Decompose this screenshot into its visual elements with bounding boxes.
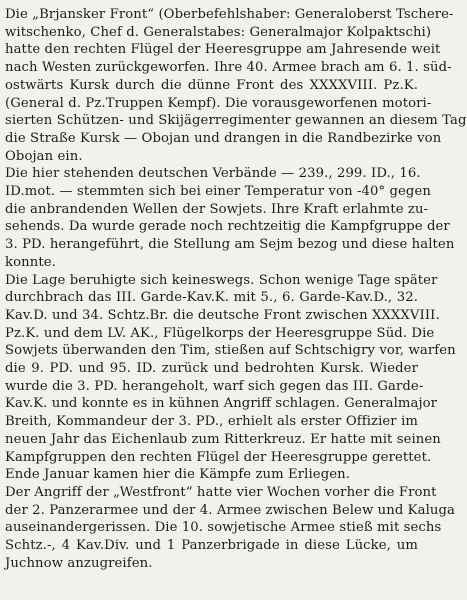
text-line: Sowjets überwanden den Tim, stießen auf Schtschigry vor, warfen [5,343,456,359]
text-line: Kav.K. und konnte es in kühnen Angriff schlagen. Generalmajor [5,396,438,412]
document-page [5,6,467,573]
text-line: Breith, Kommandeur der 3. PD., erhielt als erster Offizier im [5,414,418,430]
text-line: die anbrandenden Wellen der Sowjets. Ihre Kraft erlahmte zu- [5,201,429,217]
paragraph-ende-januar [5,466,418,484]
paragraph-deutsche-verbaende [5,165,455,271]
text-line: die 9. PD. und 95. ID. zurück und bedrohten Kursk. Wieder [5,361,418,377]
text-line: Kav.D. und 34. Schtz.Br. die deutsche Front zwischen XXXXVIII. [5,307,440,323]
text-line: Kampfgruppen den rechten Flügel der Heeresgruppe gerettet. [5,449,432,465]
text-line: Die hier stehenden deutschen Verbände — 239., 299. ID., 16. [5,166,421,182]
text-line: witschenko, Chef d. Generalstabes: Generalmajor Kolpaktschi) [5,24,432,40]
text-line: auseinandergerissen. Die 10. sowjetische Armee stieß mit sechs [5,520,442,536]
text-line: (General d. Pz.Truppen Kempf). Die vorausgeworfenen motori- [5,95,432,111]
text-line: die Straße Kursk — Obojan und drangen in die Randbezirke von [5,130,442,146]
text-line: Die Lage beruhigte sich keineswegs. Schon wenige Tage später [5,272,438,288]
text-line: sehends. Da wurde gerade noch rechtzeitig die Kampfgruppe der [5,219,450,235]
text-line: Die „Brjansker Front“ (Oberbefehlshaber: Generaloberst Tschere- [5,7,454,22]
paragraph-lage [5,272,456,467]
text-line: ID.mot. — stemmten sich bei einer Temperatur von -40° gegen [5,184,431,200]
text-line: wurde die 3. PD. herangeholt, warf sich gegen das III. Garde- [5,378,424,394]
text-line: 3. PD. herangeführt, die Stellung am Sejm bezog und diese halten [5,237,455,253]
text-line: konnte. [5,254,56,270]
text-line: Juchnow anzugreifen. [5,555,153,571]
paragraph-westfront [5,484,455,573]
text-line: Obojan ein. [5,148,83,164]
text-line: Ende Januar kamen hier die Kämpfe zum Erliegen. [5,467,351,483]
text-line: sierten Schützen- und Skijägerregimenter gewannen an diesem Tag [5,113,467,129]
text-line: nach Westen zurückgeworfen. Ihre 40. Armee brach am 6. 1. süd- [5,60,452,76]
text-line: Schtz.-, 4 Kav.Div. und 1 Panzerbrigade in diese Lücke, um [5,538,418,554]
text-line: der 2. Panzerarmee und der 4. Armee zwischen Belew und Kaluga [5,502,455,518]
text-line: hatte den rechten Flügel der Heeresgruppe am Jahresende weit [5,42,441,58]
text-line: Der Angriff der „Westfront“ hatte vier Wochen vorher die Front [5,484,437,500]
text-line: ostwärts Kursk durch die dünne Front des XXXXVIII. Pz.K. [5,77,418,93]
text-line: Pz.K. und dem LV. AK., Flügelkorps der Heeresgruppe Süd. Die [5,325,435,341]
text-line: durchbrach das III. Garde-Kav.K. mit 5., 6. Garde-Kav.D., 32. [5,290,418,306]
text-line: neuen Jahr das Eichenlaub zum Ritterkreuz. Er hatte mit seinen [5,431,441,447]
paragraph-brjansker-front [5,6,467,165]
